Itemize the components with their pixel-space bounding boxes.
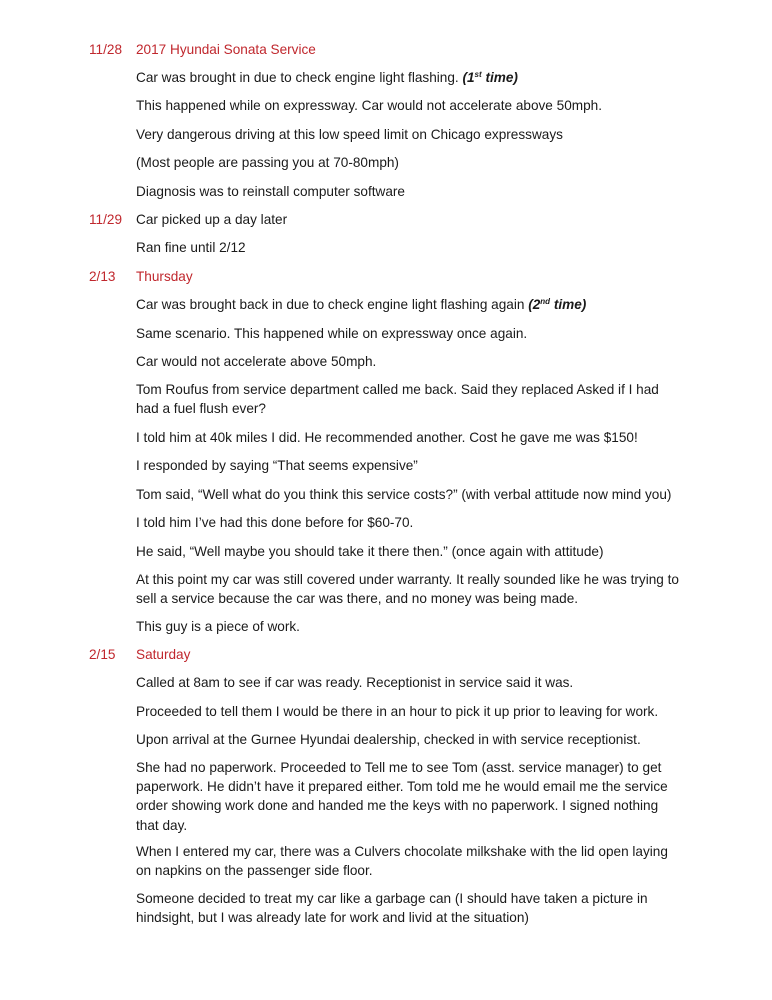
paragraph: Proceeded to tell them I would be there in an hour to pick it up prior to leaving for work.: [136, 704, 659, 719]
paragraph: Ran fine until 2/12: [136, 240, 246, 255]
paragraph: This guy is a piece of work.: [136, 619, 300, 634]
paragraph: I responded by saying “That seems expensive”: [136, 458, 418, 473]
paragraph: Someone decided to treat my car like a garbage can (I should have taken a picture in hindsight, but I was already late for work and livid at the situation): [136, 891, 648, 926]
entry-heading: 2017 Hyundai Sonata Service: [136, 42, 316, 57]
entry-date: 2/13: [89, 269, 116, 284]
entry-heading: Car picked up a day later: [136, 212, 288, 227]
paragraph: (Most people are passing you at 70-80mph): [136, 155, 399, 170]
emphasis-note: (1st time): [462, 70, 518, 85]
paragraph: Same scenario. This happened while on expressway once again.: [136, 326, 528, 341]
paragraph: Diagnosis was to reinstall computer software: [136, 184, 405, 199]
paragraph: Tom said, “Well what do you think this service costs?” (with verbal attitude now mind you): [136, 487, 672, 502]
entry-date: 2/15: [89, 647, 116, 662]
entry-heading: Thursday: [136, 269, 193, 284]
paragraph: Car would not accelerate above 50mph.: [136, 354, 377, 369]
entry-heading: Saturday: [136, 647, 191, 662]
paragraph: This happened while on expressway. Car would not accelerate above 50mph.: [136, 98, 602, 113]
paragraph: Called at 8am to see if car was ready. Receptionist in service said it was.: [136, 675, 574, 690]
paragraph: Car was brought in due to check engine light flashing. (1st time): [136, 70, 518, 85]
paragraph: I told him I’ve had this done before for $60-70.: [136, 515, 414, 530]
paragraph: Upon arrival at the Gurnee Hyundai dealership, checked in with service receptionist.: [136, 732, 641, 747]
paragraph: At this point my car was still covered under warranty. It really sounded like he was trying to sell a service because the car was there, and no money was being made.: [136, 572, 679, 607]
paragraph: Very dangerous driving at this low speed limit on Chicago expressways: [136, 127, 563, 142]
paragraph: Tom Roufus from service department called me back. Said they replaced Asked if I had had a fuel flush ever?: [136, 382, 659, 417]
paragraph: He said, “Well maybe you should take it there then.” (once again with attitude): [136, 544, 604, 559]
paragraph: When I entered my car, there was a Culvers chocolate milkshake with the lid open laying on napkins on the passenger side floor.: [136, 844, 668, 879]
emphasis-note: (2nd time): [528, 297, 587, 312]
paragraph: She had no paperwork. Proceeded to Tell me to see Tom (asst. service manager) to get paperwork. He didn’t have it prepared either. Tom told me he would email me the service order showing work done and handed me the keys with no paperwork. I signed nothing that day.: [136, 760, 668, 833]
paragraph: I told him at 40k miles I did. He recommended another. Cost he gave me was $150!: [136, 430, 638, 445]
entry-date: 11/29: [89, 212, 123, 227]
entry-date: 11/28: [89, 42, 123, 57]
paragraph: Car was brought back in due to check engine light flashing again (2nd time): [136, 297, 587, 312]
